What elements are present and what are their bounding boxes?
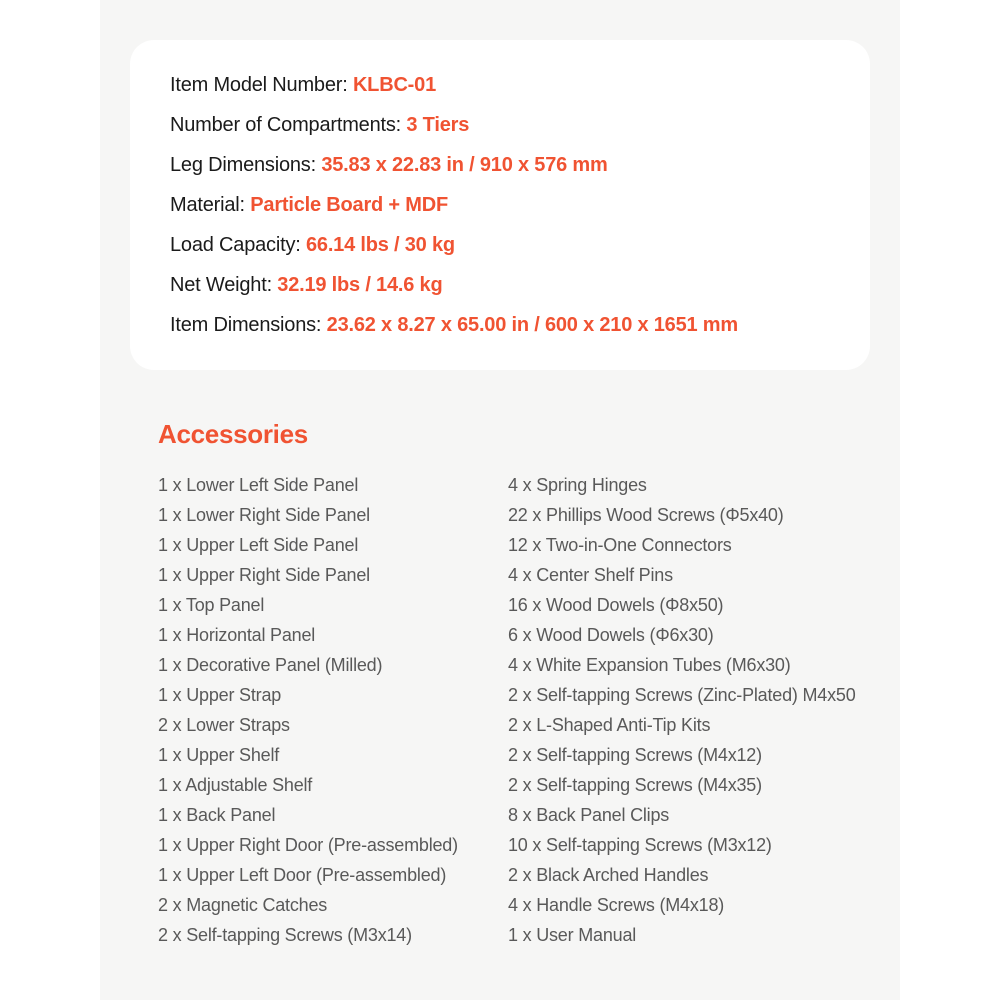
spec-row: [170, 65, 830, 105]
content-panel: [100, 0, 900, 1000]
accessory-item: 22 x Phillips Wood Screws (Φ5x40): [508, 505, 784, 525]
accessory-item: 1 x Lower Right Side Panel: [158, 505, 370, 525]
spec-row: [170, 105, 830, 145]
accessory-item: 1 x Upper Strap: [158, 685, 282, 705]
spec-label: Item Model Number:: [170, 74, 353, 96]
accessories-columns: [158, 470, 870, 950]
accessory-item: 6 x Wood Dowels (Φ6x30): [508, 625, 714, 645]
accessory-item: 4 x Center Shelf Pins: [508, 565, 673, 585]
spec-card: [130, 40, 870, 370]
accessory-item: 1 x User Manual: [508, 925, 637, 945]
spec-row: [170, 305, 830, 345]
spec-row: [170, 145, 830, 185]
spec-value: 32.19 lbs / 14.6 kg: [277, 274, 443, 296]
accessories-section: [130, 370, 870, 950]
accessory-item: 1 x Lower Left Side Panel: [158, 475, 359, 495]
accessory-item: 1 x Upper Right Door (Pre-assembled): [158, 835, 458, 855]
accessory-item: 2 x Self-tapping Screws (M4x12): [508, 745, 762, 765]
accessory-item: 4 x Spring Hinges: [508, 475, 647, 495]
spec-label: Net Weight:: [170, 274, 278, 296]
accessory-item: 1 x Upper Right Side Panel: [158, 565, 370, 585]
accessory-item: 1 x Horizontal Panel: [158, 625, 316, 645]
accessory-item: 2 x L-Shaped Anti-Tip Kits: [508, 715, 711, 735]
accessory-item: 2 x Black Arched Handles: [508, 865, 709, 885]
spec-value: 66.14 lbs / 30 kg: [305, 234, 455, 256]
accessory-item: 2 x Magnetic Catches: [158, 895, 328, 915]
accessory-item: 2 x Self-tapping Screws (M4x35): [508, 775, 762, 795]
spec-label: Item Dimensions:: [170, 314, 327, 336]
spec-value: Particle Board + MDF: [250, 194, 448, 216]
spec-value: 35.83 x 22.83 in / 910 x 576 mm: [321, 154, 608, 176]
accessories-title: Accessories: [158, 419, 308, 449]
accessories-right-column: [508, 470, 870, 950]
accessory-item: 8 x Back Panel Clips: [508, 805, 670, 825]
spec-value: KLBC-01: [352, 74, 436, 96]
spec-label: Number of Compartments:: [170, 114, 407, 136]
accessory-item: 1 x Upper Left Side Panel: [158, 535, 359, 555]
accessory-item: 1 x Adjustable Shelf: [158, 775, 313, 795]
accessories-left-column: [158, 470, 508, 950]
accessory-item: 2 x Self-tapping Screws (M3x14): [158, 925, 412, 945]
accessory-item: 2 x Lower Straps: [158, 715, 290, 735]
accessory-item: 12 x Two-in-One Connectors: [508, 535, 732, 555]
spec-value: 3 Tiers: [406, 114, 470, 136]
accessory-item: 1 x Back Panel: [158, 805, 276, 825]
accessory-item: 1 x Top Panel: [158, 595, 265, 615]
accessory-item: 1 x Upper Left Door (Pre-assembled): [158, 865, 447, 885]
spec-row: [170, 225, 830, 265]
accessory-item: 16 x Wood Dowels (Φ8x50): [508, 595, 724, 615]
accessory-item: 1 x Upper Shelf: [158, 745, 280, 765]
accessory-item: 10 x Self-tapping Screws (M3x12): [508, 835, 772, 855]
spec-label: Leg Dimensions:: [170, 154, 322, 176]
accessory-item: 1 x Decorative Panel (Milled): [158, 655, 383, 675]
spec-label: Material:: [170, 194, 251, 216]
spec-row: [170, 185, 830, 225]
spec-row: [170, 265, 830, 305]
spec-label: Load Capacity:: [170, 234, 306, 256]
accessory-item: 2 x Self-tapping Screws (Zinc-Plated) M4x50: [508, 685, 856, 705]
accessory-item: 4 x White Expansion Tubes (M6x30): [508, 655, 791, 675]
spec-value: 23.62 x 8.27 x 65.00 in / 600 x 210 x 1651 mm: [326, 314, 738, 336]
accessory-item: 4 x Handle Screws (M4x18): [508, 895, 725, 915]
